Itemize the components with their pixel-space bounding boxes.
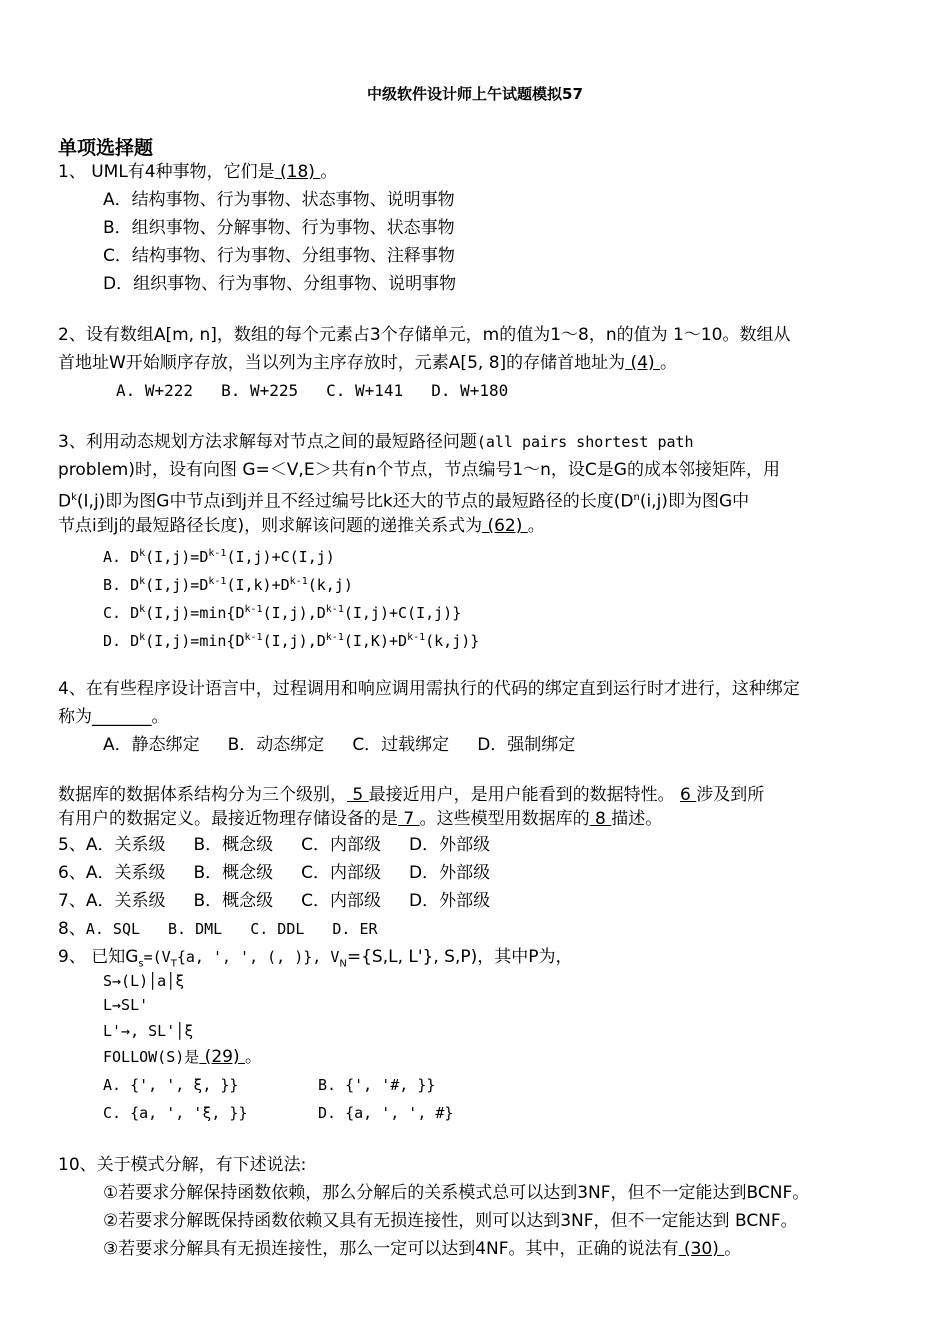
question-4-option-c: C．过载绑定 [352,735,450,755]
question-4-line-2: 称为_______。 [58,707,169,727]
question-3-option-b: B. $D^k(I,j)=D^{k-1}(I,k)+D^{k-1}(k,j)$ [103,576,353,594]
question-4-option-a: A．静态绑定 [103,735,200,755]
question-5-8-stem-line-2: 有用户的数据定义。最接近物理存储设备的是 7 。这些模型用数据库的 8 描述。 [58,809,663,829]
question-10-stem: 10、关于模式分解，有下述说法: [58,1155,307,1175]
answer-blank: 5 [347,785,369,805]
question-10-statement-2: ②若要求分解既保持函数依赖又具有无损连接性，则可以达到3NF，但不一定能达到 BCNF。 [103,1211,798,1231]
question-2-option-a: A. W+222 [116,381,194,400]
question-3-option-a: A. $D^k(I,j)=D^{k-1}(I,j)+C(I,j)$ [103,548,335,566]
question-9-follow: FOLLOW(S)是 (29) 。 [103,1047,262,1067]
question-8-options: 8、A. SQL B. DML C. DDL D. ER [58,919,378,939]
question-10-statement-1: ①若要求分解保持函数依赖，那么分解后的关系模式总可以达到3NF，但不一定能达到BCNF。 [103,1183,810,1203]
question-6-options: 6、A．关系级 B．概念级 C．内部级 D．外部级 [58,863,491,883]
answer-blank: 6 [680,785,697,805]
question-2-option-b: B. W+225 [221,381,299,400]
question-3-line-1: 3、利用动态规划方法求解每对节点之间的最短路径问题(all pairs shortest path [58,432,694,452]
question-1-option-c: C．结构事物、行为事物、分组事物、注释事物 [103,246,455,266]
question-5-8-stem-line-1: 数据库的数据体系结构分为三个级别， 5 最接近用户，是用户能看到的数据特性。 6 涉及到所 [58,785,765,805]
question-2-option-d: D. W+180 [431,381,509,400]
question-5-options: 5、A．关系级 B．概念级 C．内部级 D．外部级 [58,835,491,855]
question-4-options [103,731,575,759]
question-1-option-a: A．结构事物、行为事物、状态事物、说明事物 [103,190,455,210]
question-2-line-2: 首地址W开始顺序存放，当以列为主序存放时，元素A[5, 8]的存储首地址为 (4) 。 [58,353,678,373]
question-9-production-2: L→SL' [103,996,149,1014]
answer-blank: 8 [589,809,612,829]
question-9-option-c: C. {a, ', 'ξ, }} [103,1104,248,1122]
question-3-line-2: problem)时，设有向图 G=＜V,E＞共有n个节点，节点编号1～n，设C是G的成本邻接矩阵，用 [58,460,780,480]
question-2-options [116,377,508,405]
question-7-options: 7、A．关系级 B．概念级 C．内部级 D．外部级 [58,891,491,911]
question-3-option-d: D. $D^k(I,j)=\min\{D^{k-1}(I,j),D^{k-1}(I,K)+D^{k-1}(k,j)\}$ [103,632,480,650]
answer-blank: (29) [199,1047,245,1067]
answer-blank: 7 [398,809,420,829]
question-9-option-d: D. {a, ', ', #} [318,1104,454,1122]
question-4-option-b: B．动态绑定 [227,735,325,755]
question-10-statement-3: ③若要求分解具有无损连接性，那么一定可以达到4NF。其中，正确的说法有 (30) 。 [103,1239,742,1259]
question-4-line-1: 4、在有些程序设计语言中，过程调用和响应调用需执行的代码的绑定直到运行时才进行，这种绑定 [58,679,800,699]
answer-blank: (30) [678,1239,725,1259]
section-heading: 单项选择题 [58,137,154,159]
question-1-option-b: B．组织事物、分解事物、行为事物、状态事物 [103,218,455,238]
question-9-stem: 9、 已知$G_s=(V_T\{a$, ', ', (, )}, $V_N=\{S,L$, L'}, S,P)，其中P为， [58,947,573,970]
question-2-option-c: C. W+141 [326,381,404,400]
answer-blank: _______ [92,707,152,727]
question-3-option-c: C. $D^k(I,j)=\min\{D^{k-1}(I,j),D^{k-1}(I,j)+C(I,j)\}$ [103,604,462,622]
question-1-option-d: D．组织事物、行为事物、分组事物、说明事物 [103,274,457,294]
question-3-line-4: 节点i到j的最短路径长度)，则求解该问题的递推关系式为 (62) 。 [58,516,545,536]
question-9-option-b: B. {', '#, }} [318,1076,436,1094]
question-1-stem: 1、 UML有4种事物，它们是 (18) 。 [58,162,338,182]
question-4-option-d: D．强制绑定 [477,735,576,755]
question-9-production-1: S→(L)│a│ξ [103,972,185,990]
question-3-line-3: $D^k(I,j)$即为图G中节点i到j并且不经过编号比k还大的节点的最短路径的长度($D^n(i,j)$即为图G中 [58,491,750,512]
answer-blank: (62) [482,516,528,536]
document-title: 中级软件设计师上午试题模拟57 [367,85,583,103]
answer-blank: (18) [274,162,321,182]
answer-blank: (4) [625,353,661,373]
question-9-option-a: A. {', ', ξ, }} [103,1076,239,1094]
question-2-line-1: 2、设有数组A[m, n]，数组的每个元素占3个存储单元，m的值为1～8，n的值为 1～10。数组从 [58,325,791,345]
question-9-production-3: L'→, SL'│ξ [103,1022,194,1040]
